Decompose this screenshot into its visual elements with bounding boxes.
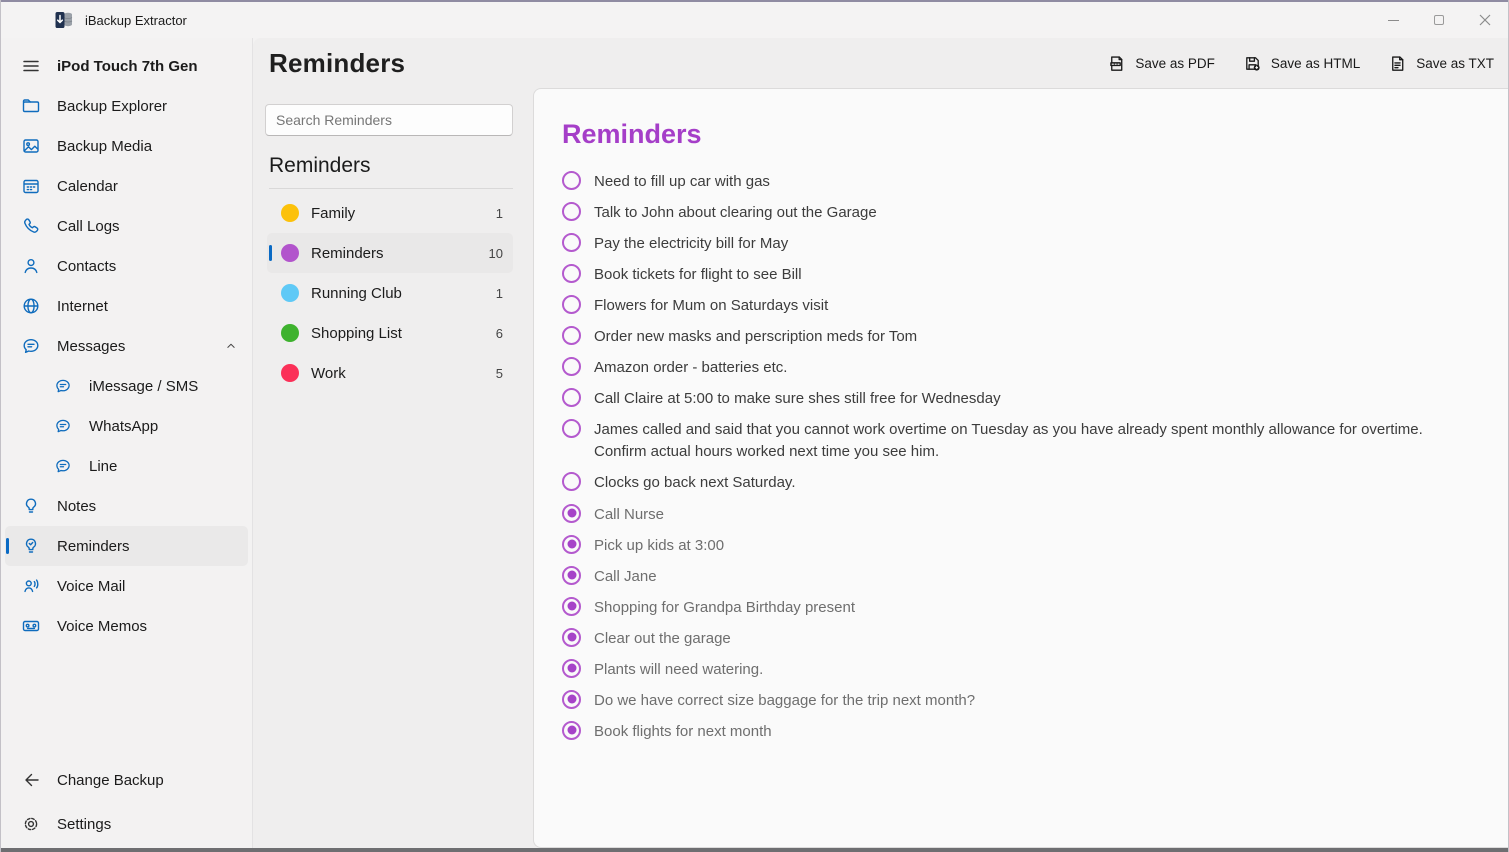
sidebar-item-label: Reminders	[57, 537, 130, 555]
sidebar-footer	[1, 758, 252, 846]
reminder-text: Flowers for Mum on Saturdays visit	[594, 297, 829, 315]
sidebar-nav-list	[1, 86, 252, 646]
reminder-text: Book flights for next month	[594, 722, 772, 740]
sidebar-item-label: iMessage / SMS	[89, 377, 199, 395]
category-list	[265, 193, 513, 393]
reminder-text: Call Jane	[594, 567, 657, 585]
sidebar-item-label: Calendar	[57, 177, 118, 195]
reminder-item	[562, 623, 1468, 654]
reminder-unchecked-radio[interactable]	[562, 419, 581, 438]
sidebar-footer-label: Change Backup	[57, 771, 164, 789]
sidebar-item-backup-media[interactable]	[5, 126, 248, 166]
sidebar	[1, 38, 253, 848]
reminder-text: Amazon order - batteries etc.	[594, 359, 788, 377]
reminders-content	[533, 88, 1508, 848]
reminder-item	[562, 467, 1468, 498]
sidebar-item-messages[interactable]	[5, 326, 248, 366]
reminder-text: Do we have correct size baggage for the trip next month?	[594, 691, 976, 709]
action-label: Save as HTML	[1270, 55, 1361, 71]
reminder-unchecked-radio[interactable]	[562, 171, 581, 190]
sidebar-item-notes[interactable]	[5, 486, 248, 526]
chat-icon	[53, 456, 73, 476]
back-arrow-icon	[21, 770, 41, 790]
sidebar-item-label: Messages	[57, 337, 126, 355]
category-color-dot	[281, 244, 299, 262]
chevron-up-icon[interactable]	[224, 339, 238, 353]
reminder-text: James called and said that you cannot work overtime on Tuesday as you have already spent monthly allowance for overtime. Confirm actual hours worked next time you see him.	[594, 421, 1423, 461]
reminder-checked-radio[interactable]	[562, 659, 581, 678]
sidebar-item-line[interactable]	[5, 446, 248, 486]
category-name: Shopping List	[311, 324, 402, 342]
sidebar-item-label: WhatsApp	[89, 417, 159, 435]
category-work[interactable]	[267, 353, 513, 393]
change-backup-button[interactable]	[5, 758, 248, 802]
action-label: Save as TXT	[1416, 55, 1494, 71]
category-name: Work	[311, 364, 346, 382]
reminder-item	[562, 414, 1468, 467]
sidebar-item-label: Voice Mail	[57, 577, 126, 595]
sidebar-item-label: Contacts	[57, 257, 117, 275]
calendar-icon	[21, 176, 41, 196]
reminder-item	[562, 321, 1468, 352]
reminder-list	[562, 166, 1468, 747]
reminder-checked-radio[interactable]	[562, 597, 581, 616]
reminder-item	[562, 654, 1468, 685]
reminder-unchecked-radio[interactable]	[562, 388, 581, 407]
sidebar-item-voice-mail[interactable]	[5, 566, 248, 606]
close-icon	[1479, 14, 1491, 26]
page-title: Reminders	[269, 47, 406, 78]
reminder-text: Book tickets for flight to see Bill	[594, 266, 802, 284]
category-name: Reminders	[311, 244, 384, 262]
sidebar-item-voice-memos[interactable]	[5, 606, 248, 646]
cassette-icon	[21, 616, 41, 636]
save-html-icon	[1243, 54, 1262, 73]
page-header	[253, 38, 1508, 88]
sidebar-item-contacts[interactable]	[5, 246, 248, 286]
category-color-dot	[281, 204, 299, 222]
reminder-checked-radio[interactable]	[562, 535, 581, 554]
chat-icon	[53, 376, 73, 396]
category-count: 1	[495, 205, 503, 221]
reminder-item	[562, 530, 1468, 561]
window-controls	[1370, 2, 1508, 38]
sidebar-device-row[interactable]	[5, 46, 248, 86]
reminder-item	[562, 352, 1468, 383]
reminder-item	[562, 499, 1468, 530]
phone-icon	[21, 216, 41, 236]
sidebar-item-label: Backup Media	[57, 137, 153, 155]
sidebar-footer-label: Settings	[57, 815, 112, 833]
reminder-item	[562, 561, 1468, 592]
category-count: 6	[495, 325, 503, 341]
reminders-list-panel	[253, 88, 533, 848]
sidebar-item-imessage-sms[interactable]	[5, 366, 248, 406]
sidebar-item-backup-explorer[interactable]	[5, 86, 248, 126]
reminder-item	[562, 197, 1468, 228]
gear-icon	[21, 814, 41, 834]
reminder-text: Clocks go back next Saturday.	[594, 474, 796, 492]
chat-icon	[53, 416, 73, 436]
save-pdf-icon	[1107, 54, 1126, 73]
reminder-item	[562, 592, 1468, 623]
reminder-text: Call Nurse	[594, 505, 665, 523]
minimize-icon	[1388, 20, 1399, 21]
sidebar-item-label: Line	[89, 457, 118, 475]
action-label: Save as PDF	[1135, 55, 1215, 71]
panel-heading: Reminders	[269, 154, 371, 177]
category-reminders[interactable]	[267, 233, 513, 273]
sidebar-item-label: Voice Memos	[57, 617, 148, 635]
category-count: 5	[495, 365, 503, 381]
maximize-icon	[1434, 15, 1444, 25]
image-icon	[21, 136, 41, 156]
category-color-dot	[281, 284, 299, 302]
save-as-pdf-button[interactable]	[1107, 54, 1215, 73]
lightbulb-check-icon	[21, 536, 41, 556]
settings-button[interactable]	[5, 802, 248, 846]
save-as-html-button[interactable]	[1243, 54, 1360, 73]
category-running-club[interactable]	[267, 273, 513, 313]
reminder-unchecked-radio[interactable]	[562, 326, 581, 345]
reminder-item	[562, 259, 1468, 290]
maximize-button[interactable]	[1416, 2, 1462, 38]
reminder-unchecked-radio[interactable]	[562, 357, 581, 376]
panel-divider	[269, 188, 513, 189]
sidebar-item-label: Notes	[57, 497, 97, 515]
sidebar-item-reminders[interactable]	[5, 526, 248, 566]
category-name: Family	[311, 204, 356, 222]
window-bottom-edge	[1, 848, 1508, 852]
person-icon	[21, 256, 41, 276]
device-name: iPod Touch 7th Gen	[57, 57, 198, 75]
reminder-item	[562, 716, 1468, 747]
lightbulb-icon	[21, 496, 41, 516]
reminder-text: Pay the electricity bill for May	[594, 235, 789, 253]
hamburger-menu-icon[interactable]	[21, 56, 41, 76]
reminder-item	[562, 383, 1468, 414]
category-name: Running Club	[311, 284, 402, 302]
reminder-text: Order new masks and perscription meds for Tom	[594, 328, 918, 346]
folder-icon	[21, 96, 41, 116]
sidebar-item-label: Backup Explorer	[57, 97, 168, 115]
reminder-item	[562, 228, 1468, 259]
category-count: 10	[488, 245, 503, 261]
reminder-checked-radio[interactable]	[562, 721, 581, 740]
reminder-text: Talk to John about clearing out the Garage	[594, 204, 877, 222]
minimize-button[interactable]	[1370, 2, 1416, 38]
sidebar-item-whatsapp[interactable]	[5, 406, 248, 446]
reminder-text: Plants will need watering.	[594, 660, 764, 678]
reminders-content-title: Reminders	[562, 119, 702, 149]
reminder-text: Pick up kids at 3:00	[594, 536, 725, 554]
sidebar-item-label: Call Logs	[57, 217, 120, 235]
save-as-txt-button[interactable]	[1388, 54, 1494, 73]
reminder-unchecked-radio[interactable]	[562, 264, 581, 283]
reminder-item	[562, 290, 1468, 321]
close-button[interactable]	[1462, 2, 1508, 38]
reminder-checked-radio[interactable]	[562, 690, 581, 709]
reminder-checked-radio[interactable]	[562, 628, 581, 647]
app-title: iBackup Extractor	[85, 12, 187, 28]
reminder-checked-radio[interactable]	[562, 566, 581, 585]
reminder-unchecked-radio[interactable]	[562, 202, 581, 221]
category-color-dot	[281, 364, 299, 382]
right-panel	[253, 38, 1508, 848]
reminder-text: Clear out the garage	[594, 629, 731, 647]
app-logo-icon	[53, 9, 75, 31]
reminder-text: Need to fill up car with gas	[594, 173, 770, 190]
reminder-unchecked-radio[interactable]	[562, 295, 581, 314]
reminder-item	[562, 166, 1468, 197]
category-family[interactable]	[267, 193, 513, 233]
sidebar-item-calendar[interactable]	[5, 166, 248, 206]
sidebar-item-label: Internet	[57, 297, 108, 315]
sidebar-item-internet[interactable]	[5, 286, 248, 326]
sidebar-item-call-logs[interactable]	[5, 206, 248, 246]
reminder-checked-radio[interactable]	[562, 504, 581, 523]
category-count: 1	[495, 285, 503, 301]
category-color-dot	[281, 324, 299, 342]
window-top-edge	[1, 0, 1508, 2]
save-txt-icon	[1388, 54, 1407, 73]
category-shopping-list[interactable]	[267, 313, 513, 353]
reminder-text: Shopping for Grandpa Birthday present	[594, 598, 855, 616]
search-input[interactable]	[265, 104, 513, 136]
chat-icon	[21, 336, 41, 356]
reminder-unchecked-radio[interactable]	[562, 233, 581, 252]
reminder-item	[562, 685, 1468, 716]
reminder-unchecked-radio[interactable]	[562, 472, 581, 491]
voicemail-icon	[21, 576, 41, 596]
reminder-text: Call Claire at 5:00 to make sure shes still free for Wednesday	[594, 390, 1001, 408]
header-actions	[1107, 54, 1494, 73]
titlebar	[1, 2, 1508, 38]
globe-icon	[21, 296, 41, 316]
